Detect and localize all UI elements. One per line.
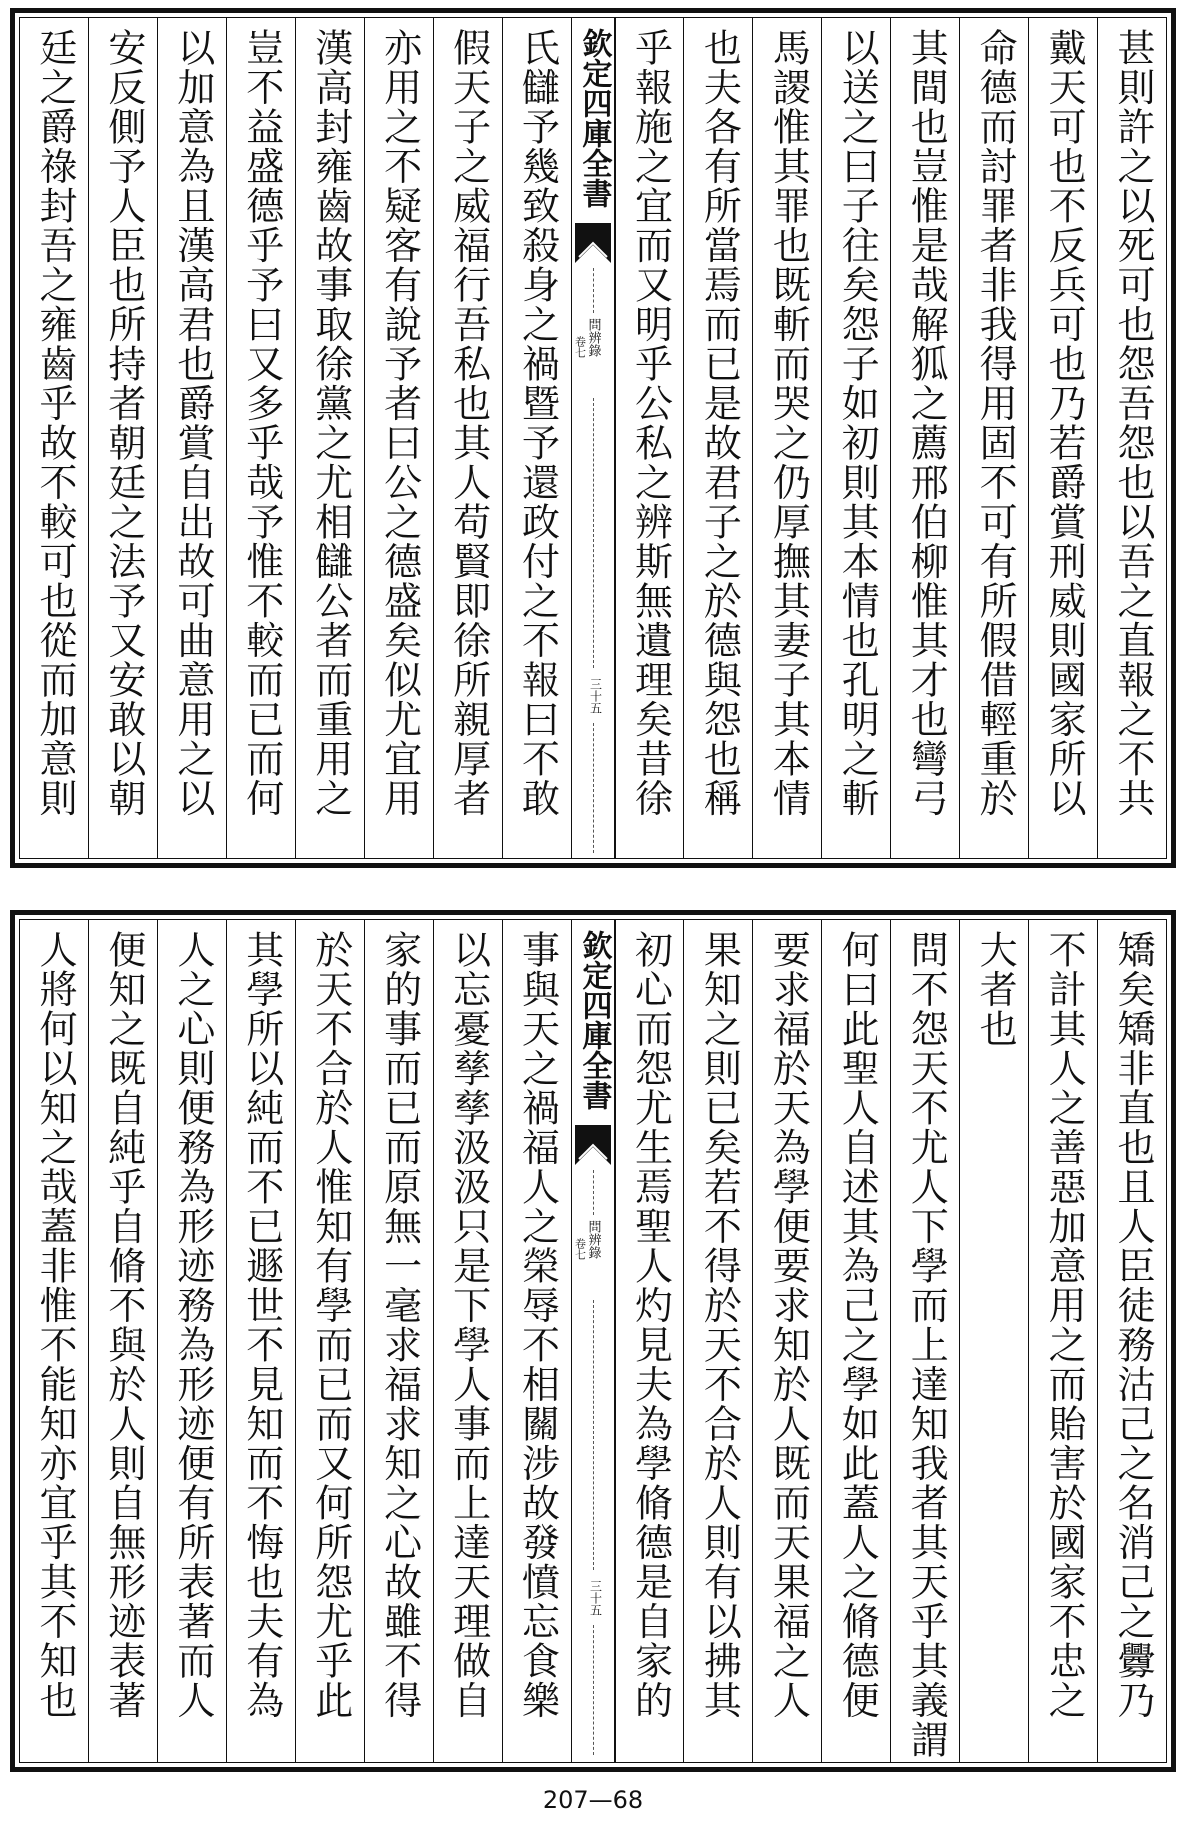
text-column: 甚則許之以死可也怨吾怨也以吾之直報之不共 xyxy=(1097,18,1166,858)
text-column: 亦用之不疑客有說予者曰公之德盛矣似尤宜用 xyxy=(364,18,433,858)
text-column: 何曰此聖人自述其為己之學如此蓋人之脩德便 xyxy=(821,920,890,1762)
center-fold-margin xyxy=(571,920,615,1762)
text-column: 不計其人之善惡加意用之而貽害於國家不忠之 xyxy=(1028,920,1097,1762)
page-bottom-columns xyxy=(20,920,1166,1762)
book-title: 問辨錄 xyxy=(585,1220,601,1259)
text-column: 假天子之威福行吾私也其人苟賢即徐所親厚者 xyxy=(433,18,502,858)
fold-rule xyxy=(593,1300,594,1570)
page-number: 207—68 xyxy=(542,1786,644,1814)
text-column: 也夫各有所當焉而已是故君子之於德與怨也稱 xyxy=(683,18,752,858)
fold-rule xyxy=(593,1625,594,1755)
fishtail-mark-icon xyxy=(575,223,611,263)
text-column: 廷之爵祿封吾之雍齒乎故不較可也從而加意則 xyxy=(32,28,77,818)
collection-title: 欽定四庫全書 xyxy=(576,28,612,208)
text-column: 矯矣矯非直也且人臣徒務沽己之名消己之釁乃 xyxy=(1097,920,1166,1762)
page-bottom xyxy=(10,910,1176,1772)
fold-rule xyxy=(593,398,594,668)
text-column: 以忘憂孳孳汲汲只是下學人事而上達天理做自 xyxy=(433,920,502,1762)
text-column: 要求福於天為學便要求知於人既而天果福之人 xyxy=(752,920,821,1762)
text-column: 其學所以純而不已遯世不見知而不悔也夫有為 xyxy=(226,920,295,1762)
text-column: 大者也 xyxy=(959,920,1028,1762)
volume-label: 卷七 xyxy=(573,336,587,358)
text-column: 事與天之禍福人之榮辱不相關涉故發憤忘食樂 xyxy=(502,920,571,1762)
page-top-frame xyxy=(19,17,1167,859)
text-column: 氏讎予幾致殺身之禍暨予還政付之不報曰不敢 xyxy=(502,18,571,858)
text-column: 安反側予人臣也所持者朝廷之法予又安敢以朝 xyxy=(88,18,157,858)
volume-label: 卷七 xyxy=(573,1238,587,1260)
collection-title: 欽定四庫全書 xyxy=(576,930,612,1110)
text-column: 人將何以知之哉蓋非惟不能知亦宜乎其不知也 xyxy=(32,930,77,1720)
center-fold-margin xyxy=(571,18,615,858)
text-column: 命德而討罪者非我得用固不可有所假借輕重於 xyxy=(959,18,1028,858)
text-column: 漢高封雍齒故事取徐黨之尤相讎公者而重用之 xyxy=(295,18,364,858)
text-column: 其間也豈惟是哉解狐之薦邢伯柳惟其才也彎弓 xyxy=(890,18,959,858)
page-top-columns xyxy=(20,18,1166,858)
folio-number: 三十五 xyxy=(588,1580,603,1616)
text-column: 初心而怨尤生焉聖人灼見夫為學脩德是自家的 xyxy=(615,920,684,1762)
text-column: 果知之則已矣若不得於天不合於人則有以拂其 xyxy=(683,920,752,1762)
book-title: 問辨錄 xyxy=(585,318,601,357)
folio-number: 三十五 xyxy=(588,678,603,714)
page-bottom-frame xyxy=(19,919,1167,1763)
text-column: 馬謖惟其罪也既斬而哭之仍厚撫其妻子其本情 xyxy=(752,18,821,858)
text-column: 以加意為且漢高君也爵賞自出故可曲意用之以 xyxy=(157,18,226,858)
text-column: 豈不益盛德乎予曰又多乎哉予惟不較而已而何 xyxy=(226,18,295,858)
text-column: 家的事而已而原無一毫求福求知之心故雖不得 xyxy=(364,920,433,1762)
text-column: 乎報施之宜而又明乎公私之辨斯無遺理矣昔徐 xyxy=(615,18,684,858)
page-top xyxy=(10,8,1176,868)
text-column: 便知之既自純乎自脩不與於人則自無形迹表著 xyxy=(88,920,157,1762)
fold-rule xyxy=(593,1170,594,1215)
text-column: 以送之曰子往矣怨子如初則其本情也孔明之斬 xyxy=(821,18,890,858)
text-column: 戴天可也不反兵可也乃若爵賞刑威則國家所以 xyxy=(1028,18,1097,858)
text-column: 於天不合於人惟知有學而已而又何所怨尤乎此 xyxy=(295,920,364,1762)
fold-rule xyxy=(593,723,594,853)
text-column: 問不怨天不尤人下學而上達知我者其天乎其義謂 xyxy=(890,920,959,1762)
fishtail-mark-icon xyxy=(575,1125,611,1165)
text-column: 人之心則便務為形迹務為形迹便有所表著而人 xyxy=(157,920,226,1762)
fold-rule xyxy=(593,268,594,313)
